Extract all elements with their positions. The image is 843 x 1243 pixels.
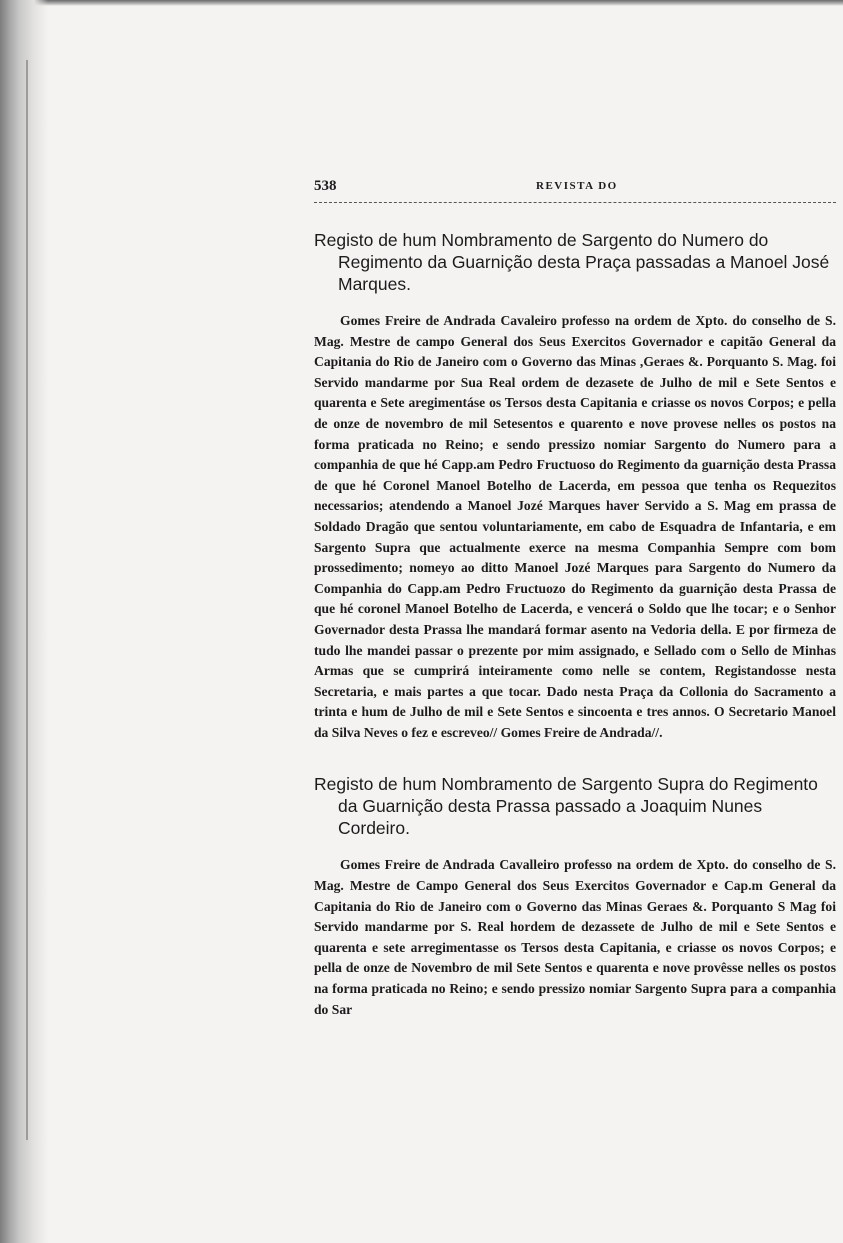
book-binding-shadow — [0, 0, 48, 1243]
section-registo-joaquim-nunes-cordeiro — [314, 773, 836, 1020]
running-head — [314, 176, 836, 203]
journal-title: REVISTA DO — [536, 180, 618, 192]
scan-top-edge — [0, 0, 843, 6]
section-registo-manoel-jose-marques — [314, 229, 836, 743]
binding-crease — [26, 60, 28, 1140]
section-body: Gomes Freire de Andrada Cavalleiro professo na ordem de Xpto. do conselho de S. Mag. Mestre de Campo General dos Seus Exercitos Governador e Cap.m General da Capitania do Rio de Janeiro com o Governo das Minas Geraes &. Porquanto S Mag foi Servido mandarme por S. Real hordem de dezassete de Julho de mil e Sete Sentos e quarenta e sete arregimentasse os Tersos desta Capitania, e criasse os novos Corpos; e pella de onze de Novembro de mil Sete Sentos e quarenta e nove provêsse nelles os postos na forma praticada no Reino; e sendo pressizo nomiar Sargento Supra para a companhia do Sar — [314, 857, 836, 1017]
document-page — [314, 176, 836, 1020]
section-heading: Registo de hum Nombramento de Sargento do Numero do Regimento da Guarnição desta Praça passadas a Manoel José Marques. — [314, 230, 830, 294]
section-body: Gomes Freire de Andrada Cavaleiro professo na ordem de Xpto. do conselho de S. Mag. Mestre de campo General dos Seus Exercitos Governador e capitão General da Capitania do Rio de Janeiro com o Governo das Minas ,Geraes &. Porquanto S. Mag. foi Servido mandarme por Sua Real ordem de dezasete de Julho de mil e Sete Sentos e quarenta e Sete aregimentáse os Tersos desta Capitania e criasse os novos Corpos; e pella de onze de novembro de mil Setesentos e quarento e nove provese nelles os postos na forma praticada no Reino; e sendo pressizo nomiar Sargento do Numero para a companhia de que hé Capp.am Pedro Fructuoso do Regimento da guarnição desta Prassa de que hé Coronel Manoel Botelho de Lacerda, em pessoa que tenha os Requezitos necessarios; atendendo a Manoel Jozé Marques haver Servido a S. Mag em prassa de Soldado Dragão que sentou voluntariamente, em cabo de Esquadra de Infantaria, e em Sargento Supra que actualmente exerce na mesma Companhia Sempre com bom prossedimento; nomeyo ao ditto Manoel Jozé Marques para Sargento do Numero da Companhia do Capp.am Pedro Fructuozo do Regimento da guarnição desta Prassa de que hé coronel Manoel Botelho de Lacerda, e vencerá o Soldo que lhe tocar; e o Senhor Governador desta Prassa lhe mandará formar asento na Vedoria della. E por firmeza de tudo lhe mandei passar o prezente por mim assignado, e Sellado com o Sello de Minhas Armas que se cumprirá inteiramente como nelle se contem, Registandosse nesta Secretaria, e mais partes a que tocar. Dado nesta Praça da Collonia do Sacramento a trinta e hum de Julho de mil e Sete Sentos e sincoenta e tres annos. O Secretario Manoel da Silva Neves o fez e escreveo// Gomes Freire de Andrada//. — [314, 313, 836, 740]
page-number: 538 — [314, 178, 337, 194]
section-heading: Registo de hum Nombramento de Sargento Supra do Regimento da Guarnição desta Prassa passado a Joaquim Nunes Cordeiro. — [314, 774, 818, 839]
